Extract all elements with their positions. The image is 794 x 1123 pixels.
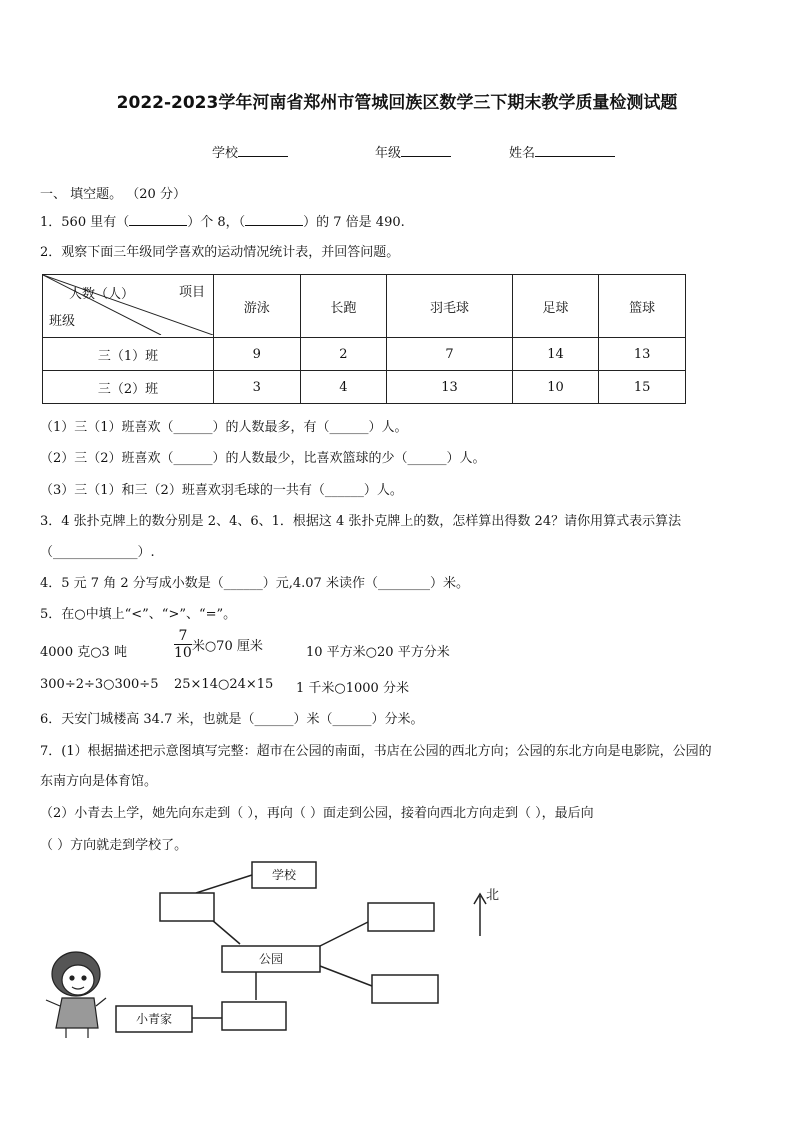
q5-compare-2	[174, 628, 263, 661]
question-3-line-1: 3．4 张扑克牌上的数分别是 2、4、6、1．根据这 4 张扑克牌上的数，怎样算出得数 24？请你用算式表示算法	[40, 514, 682, 529]
question-7-line-2: 东南方向是体育馆。	[40, 774, 158, 789]
table-cell: 3	[214, 371, 301, 404]
blank-box-south	[222, 1002, 286, 1030]
corner-label-class: 班级	[49, 314, 76, 329]
row-label: 三（2）班	[43, 371, 214, 404]
north-arrow-icon	[474, 894, 486, 936]
table-cell: 10	[512, 371, 599, 404]
q1-part-c: ）的 7 倍是 490.	[303, 215, 405, 230]
column-header: 长跑	[300, 275, 387, 338]
grade-field	[375, 142, 451, 161]
table-cell: 7	[387, 338, 512, 371]
table-cell: 2	[300, 338, 387, 371]
north-label: 北	[486, 888, 500, 903]
column-header: 篮球	[599, 275, 686, 338]
girl-illustration-icon	[46, 952, 106, 1038]
row-label: 三（1）班	[43, 338, 214, 371]
question-3-line-2: （_____________）.	[40, 545, 155, 560]
table-row	[43, 371, 686, 404]
question-7-line-1: 7．(1）根据描述把示意图填写完整：超市在公园的南面，书店在公园的西北方向；公园的东北方向是电影院，公园的	[40, 744, 712, 759]
park-map-label: 公园	[258, 952, 283, 966]
table-cell: 4	[300, 371, 387, 404]
question-6: 6．天安门城楼高 34.7 米，也就是（______）米（______）分米。	[40, 712, 424, 727]
column-header: 足球	[512, 275, 599, 338]
column-header: 游泳	[214, 275, 301, 338]
table-cell: 13	[599, 338, 686, 371]
table-cell: 14	[512, 338, 599, 371]
table-row	[43, 338, 686, 371]
q1-part-a: 1．560 里有（	[40, 215, 130, 230]
q1-part-b: ）个 8，（	[187, 215, 246, 230]
question-5-intro: 5．在○中填上“<”、“>”、“=”。	[40, 607, 237, 622]
q5-compare-3: 10 平方米○20 平方分米	[306, 645, 450, 660]
fraction-denominator: 10	[174, 645, 192, 661]
corner-label-item: 项目	[178, 285, 205, 300]
table-cell: 13	[387, 371, 512, 404]
q5-compare-5: 25×14○24×15	[174, 677, 274, 692]
question-7-line-3: （2）小青去上学，她先向东走到（ ），再向（ ）面走到公园，接着向西北方向走到（ ），最后向	[40, 806, 594, 821]
school-map-label: 学校	[271, 868, 296, 882]
blank-box-southeast	[372, 975, 438, 1003]
question-2-sub-3: （3）三（1）和三（2）班喜欢羽毛球的一共有（______）人。	[40, 483, 403, 498]
sports-stat-table	[42, 274, 686, 404]
question-2-sub-1: （1）三（1）班喜欢（______）的人数最多，有（______）人。	[40, 420, 408, 435]
grade-label: 年级	[375, 146, 402, 161]
name-label: 姓名	[509, 146, 536, 161]
column-header: 羽毛球	[387, 275, 512, 338]
table-corner-cell	[43, 275, 214, 338]
fraction	[174, 628, 192, 661]
q5-compare-6: 1 千米○1000 分米	[296, 681, 409, 696]
corner-label-count: 人数（人）	[69, 287, 135, 302]
home-map-label: 小青家	[135, 1012, 172, 1026]
q5-compare-1: 4000 克○3 吨	[40, 645, 127, 660]
question-1	[40, 211, 405, 230]
school-field	[212, 142, 288, 161]
question-2: 2．观察下面三年级同学喜欢的运动情况统计表，并回答问题。	[40, 245, 400, 260]
blank-box-northwest	[160, 893, 214, 921]
question-7-line-4: （ ）方向就走到学校了。	[40, 838, 188, 853]
fraction-numerator: 7	[174, 628, 192, 645]
q5-compare-4: 300÷2÷3○300÷5	[40, 677, 159, 692]
page-title: 2022-2023学年河南省郑州市管城回族区数学三下期末教学质量检测试题	[116, 93, 678, 113]
table-cell: 9	[214, 338, 301, 371]
question-4: 4．5 元 7 角 2 分写成小数是（______）元,4.07 米读作（________）米。	[40, 576, 469, 591]
name-field	[509, 142, 615, 161]
question-2-sub-2: （2）三（2）班喜欢（______）的人数最少，比喜欢篮球的少（______）人。	[40, 451, 486, 466]
section-heading: 一、 填空题。 （20 分）	[40, 187, 186, 202]
table-cell: 15	[599, 371, 686, 404]
table-header-row	[43, 275, 686, 338]
q5-compare-2-text: 米○70 厘米	[191, 639, 263, 654]
blank-box-northeast	[368, 903, 434, 931]
school-label: 学校	[212, 146, 239, 161]
